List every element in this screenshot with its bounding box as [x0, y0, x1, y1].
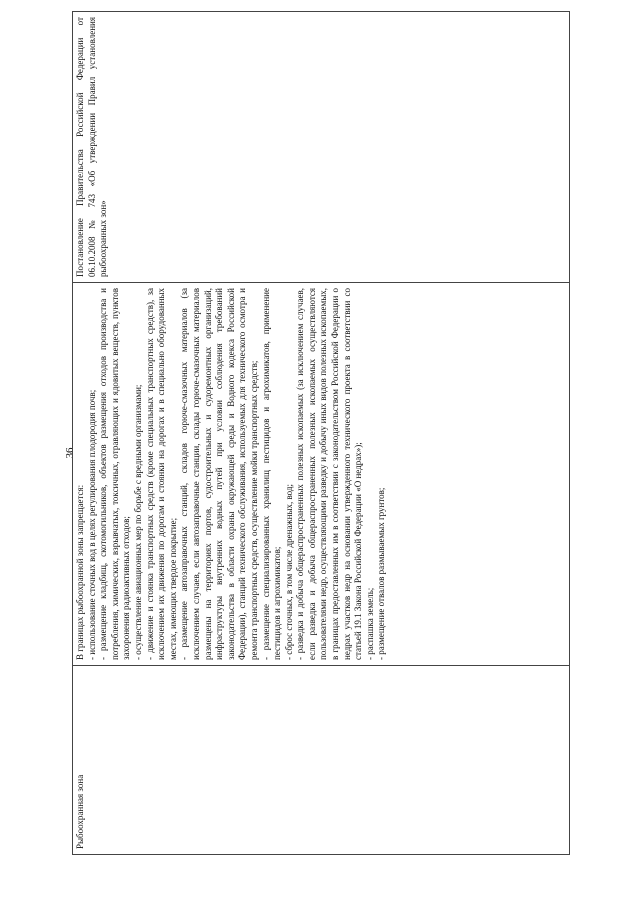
table-row: [73, 12, 570, 855]
restriction-item: - размещение отвалов размываемых грунтов;: [376, 487, 387, 660]
legal-basis-cell: [73, 12, 570, 283]
zone-name-cell: [73, 666, 570, 855]
restrictions-intro: В границах рыбоохранной зоны запрещается:: [75, 484, 85, 660]
restriction-item: - размещение кладбищ, скотомогильников, объектов размещения отходов производства и потребления, химических, взрывчатых, токсичных, отравляющих и ядовитых веществ, пунктов захоронения радиоактивных отходов;: [98, 288, 132, 660]
zones-table: [72, 11, 570, 855]
restriction-item: - движение и стоянка транспортных средств (кроме специальных транспортных средств), за исключением их движения по дорогам и стоянки на дорогах и в специально оборудованных местах, имеющих твердое покрытие;: [144, 288, 178, 660]
page-number: 36: [64, 447, 76, 459]
restriction-item: - разведка и добыча общераспространенных полезных ископаемых (за исключением случаев, если разведка и добыча общераспространенных полезных ископаемых осуществляются пользователями недр, осуществляющими разведку и добычу иных видов полезных ископаемых, в границах предоставленных им в соответствии с законодательством Российской Федерации о недрах участков недр на основании утвержденного технического проекта в соответствии со статьей 19.1 Закона Российской Федерации «О недрах»);: [295, 288, 364, 660]
restrictions-cell: [73, 283, 570, 666]
restriction-item: - осуществление авиационных мер по борьбе с вредными организмами;: [132, 384, 143, 660]
rotated-page-content: [72, 17, 570, 855]
restriction-item: - размещение автозаправочных станций, складов горюче-смазочных материалов (за исключением случаев, если автозаправочные станции, склады горюче-смазочных материалов размещены на территориях портов, судостроительных и судоремонтных организаций, инфраструктуры внутренних водных путей при условии соблюдения требований законодательства в области охраны окружающей среды и Водного кодекса Российской Федерации), станций технического обслуживания, используемых для технического осмотра и ремонта транспортных средств, осуществление мойки транспортных средств;: [179, 288, 259, 660]
legal-basis: Постановление Правительства Российской Федерации от 06.10.2008 № 743 «Об утверждении Правил установления рыбоохранных зон»: [75, 17, 109, 277]
zone-name: Рыбоохранная зона: [75, 774, 85, 849]
restriction-item: - использование сточных вод в целях регулирования плодородия почв;: [86, 389, 97, 660]
restriction-item: - сброс сточных, в том числе дренажных, вод;: [283, 483, 294, 660]
restriction-item: - размещение специализированных хранилищ пестицидов и агрохимикатов, применение пестицидов и агрохимикатов;: [260, 288, 283, 660]
restriction-item: - распашка земель;: [364, 587, 375, 660]
